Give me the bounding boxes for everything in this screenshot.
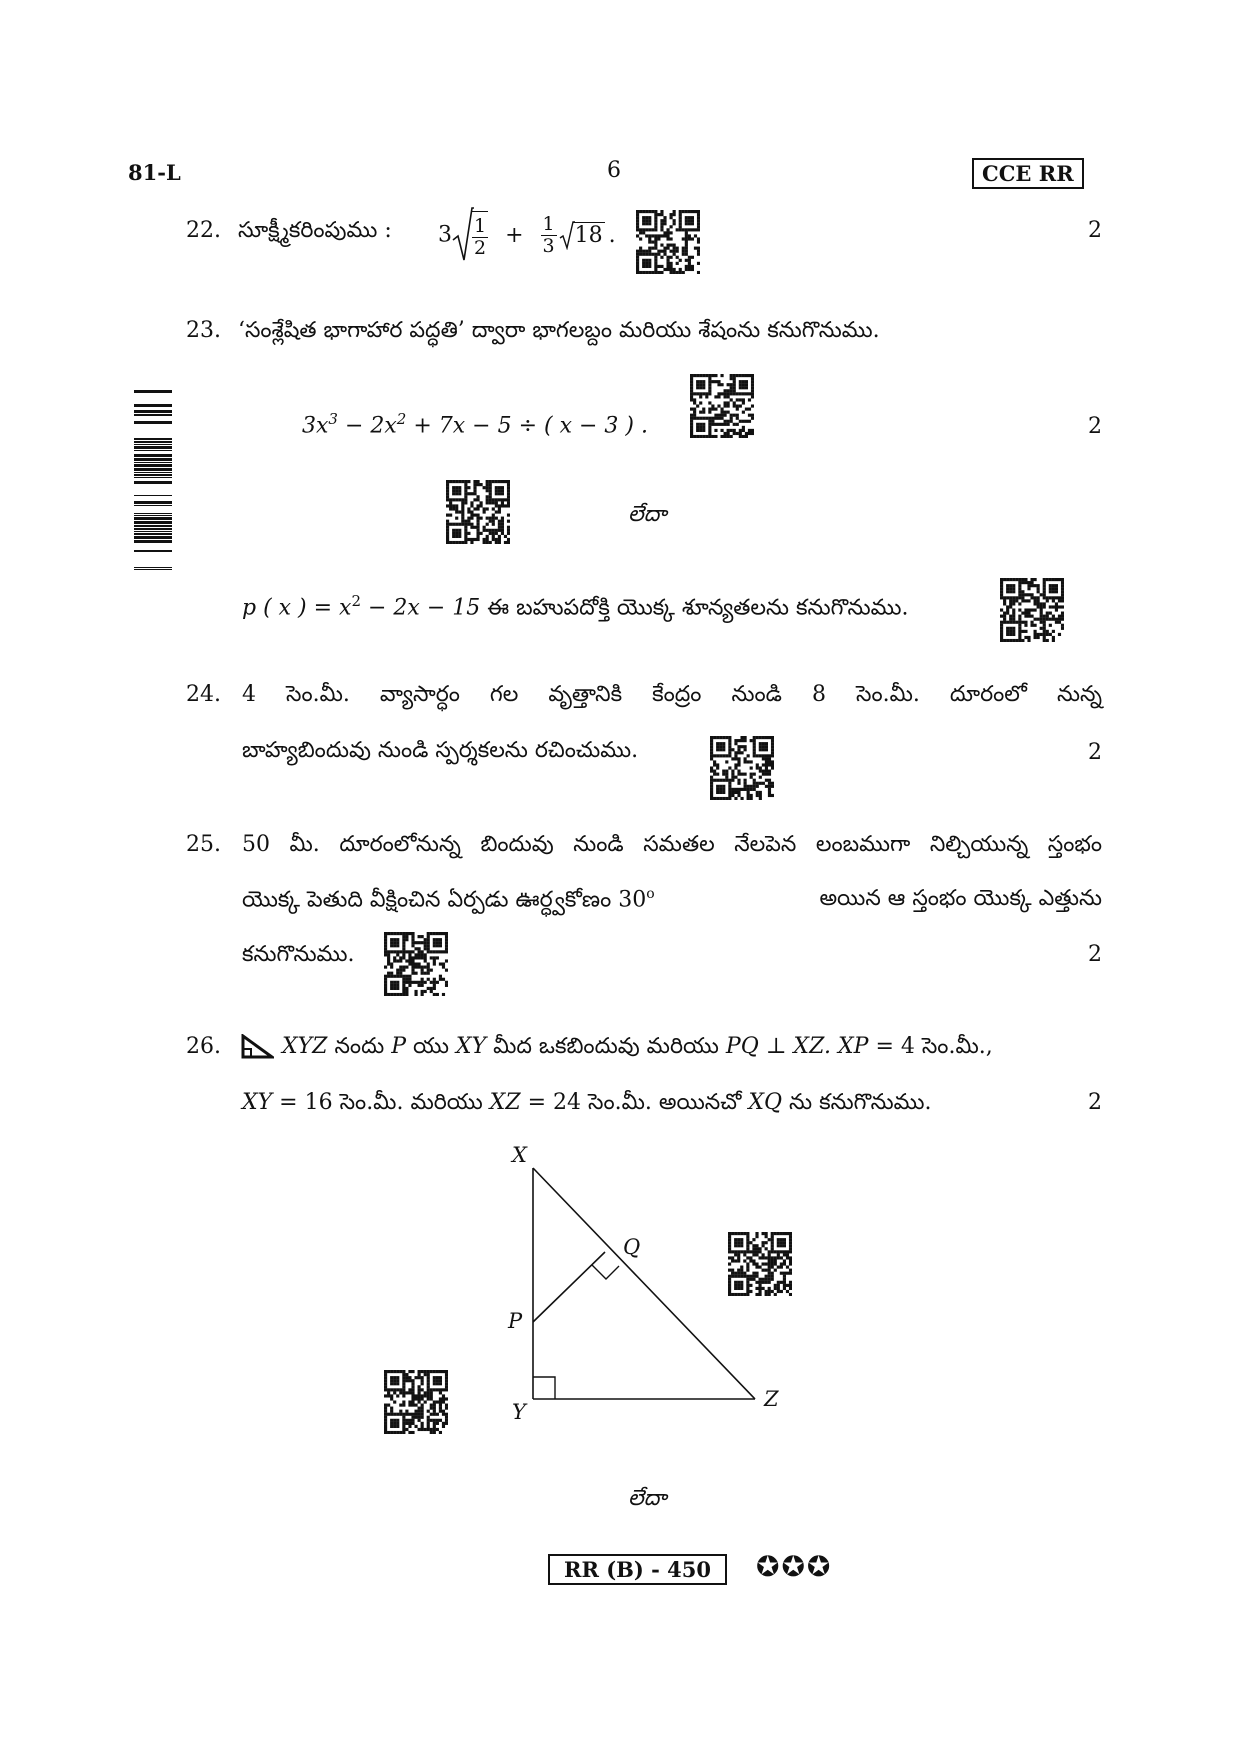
period: . (608, 222, 616, 248)
question-23-alt: p ( x ) = $x^2 - 2x - 15$ ఈ బహుపదోక్తి యొక్క శూన్యతలను కనుగొనుము. (242, 592, 909, 621)
frac2-numerator: 1 (542, 212, 555, 235)
frac1-denominator: 2 (474, 237, 487, 259)
question-23-expression: $3x^3 - 2x^2 + 7x - 5$ ÷ ( x − 3 ) . (302, 410, 648, 439)
question-25-line3: కనుగొనుము. (242, 942, 355, 967)
question-24-line2: బాహ్యబిందువు నుండి స్పర్శకలను రచించుము. (242, 738, 639, 763)
side-xz (533, 1168, 755, 1399)
question-22-text: సూక్ష్మీకరింపుము : (238, 218, 392, 243)
qr-code-icon (728, 1232, 792, 1296)
footer-stars-icon: ✪✪✪ (756, 1550, 833, 1583)
footer-code-box: RR (B) - 450 (548, 1554, 727, 1585)
label-y: Y (512, 1400, 526, 1424)
plus-sign: + (505, 222, 524, 248)
qr-code-icon (384, 932, 448, 996)
frac2-denominator: 3 (542, 234, 555, 257)
right-angle-q (592, 1265, 619, 1279)
qr-code-icon (384, 1370, 448, 1434)
qr-code-icon (446, 480, 510, 544)
question-25-line2: యొక్క పెతుది వీక్షించిన ఏర్పడు ఊర్ధ్వకోణం 30$^o$ అయిన ఆ స్తంభం యొక్క ఎత్తును (242, 886, 1102, 913)
question-23-number: 23. (186, 318, 221, 343)
barcode-icon (134, 390, 172, 570)
radical-sign-icon (452, 206, 474, 264)
or-label-26: లేదా (628, 1486, 667, 1511)
label-z: Z (764, 1387, 779, 1411)
question-23-text: ‘సంశ్లేషిత భాగాహార పద్ధతి’ ద్వారా భాగలబ్దం మరియు శేషంను కనుగొనుము. (238, 318, 880, 343)
question-25-number: 25. (186, 832, 221, 857)
question-22-number: 22. (186, 218, 221, 243)
right-angle-y (533, 1377, 555, 1399)
question-24-number: 24. (186, 682, 221, 707)
qr-code-icon (690, 374, 754, 438)
coef: 3 (438, 222, 452, 248)
question-22-marks: 2 (1088, 218, 1102, 243)
question-26-number: 26. (186, 1034, 221, 1059)
triangle-icon (240, 1034, 274, 1060)
qr-code-icon (1000, 578, 1064, 642)
question-26-line1: XYZ నందు P యు XY మీద ఒకబిందువు మరియు PQ ⊥ XZ. XP = 4 సెం.మీ., (282, 1034, 993, 1059)
radicand: 18 (574, 222, 603, 248)
segment-pq (533, 1252, 605, 1322)
question-26-marks: 2 (1088, 1090, 1102, 1115)
label-p: P (508, 1309, 523, 1333)
question-25-marks: 2 (1088, 942, 1102, 967)
question-25-line1: 50 మీ. దూరంలోనున్న బిందువు నుండి సమతల నేలపెన లంబముగా నిల్చియున్న స్తంభం (242, 832, 1102, 857)
question-23-marks: 2 (1088, 414, 1102, 439)
question-24-line1: 4 సెం.మీ. వ్యాసార్ధం గల వృత్తానికి కేంద్రం నుండి 8 సెం.మీ. దూరంలో నున్న (242, 682, 1102, 707)
frac1-numerator: 1 (474, 215, 487, 238)
label-q: Q (623, 1235, 641, 1259)
series-box: CCE RR (972, 158, 1084, 189)
qr-code-icon (636, 210, 700, 274)
or-label-23: లేదా (628, 502, 667, 527)
question-26-line2: XY = 16 సెం.మీ. మరియు XZ = 24 సెం.మీ. అయినచో XQ ను కనుగొనుము. (242, 1090, 932, 1115)
qr-code-icon (710, 736, 774, 800)
question-22-expression (438, 206, 616, 264)
paper-code: 81-L (128, 160, 181, 185)
page-number: 6 (607, 158, 621, 183)
label-x: X (512, 1143, 527, 1167)
question-24-marks: 2 (1088, 740, 1102, 765)
